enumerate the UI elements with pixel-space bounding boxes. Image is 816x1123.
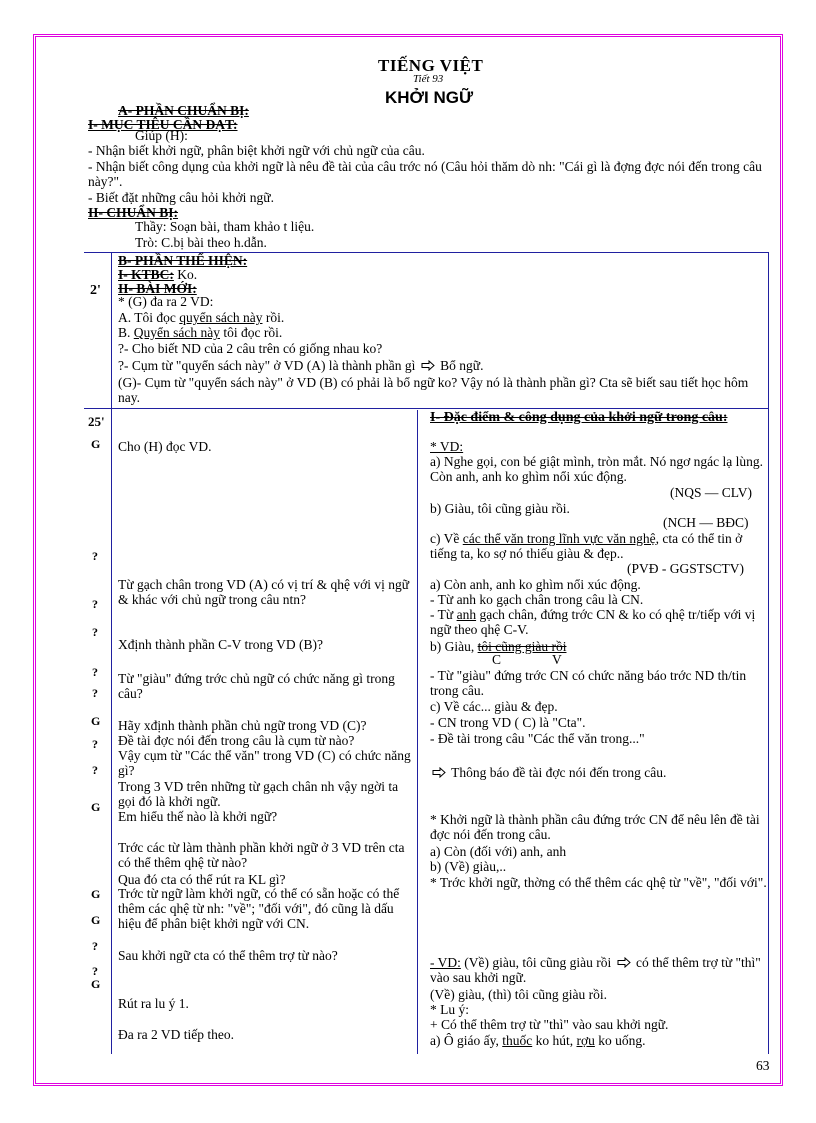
example-c-underlined: các thể văn trong lĩnh vực văn nghệ	[462, 531, 656, 546]
left-more-examples: Đa ra 2 VD tiếp theo.	[118, 1027, 234, 1042]
right-answer-5: - Từ "giàu" đứng trớc CN có chức năng báo trớc ND th/tin trong câu.	[430, 668, 747, 698]
right-answer-1: a) Còn anh, anh ko ghìm nổi xúc động.	[430, 577, 641, 592]
question-mark: ?	[92, 549, 98, 563]
source-b: (NCH — BĐC)	[663, 515, 749, 530]
right-answer-3: - Từ anh gạch chân, đứng trớc CN & ko có qhệ tr/tiếp với vị ngữ theo qhệ C-V.	[430, 607, 756, 637]
question-1: ?- Cho biết ND của 2 câu trên có giống nhau ko?	[118, 341, 383, 356]
teacher-mark: G	[91, 437, 101, 451]
right-answer-12: b) (Về) giàu,..	[430, 859, 507, 874]
vd-label-2: - VD:	[430, 955, 461, 970]
question-2: ?- Cụm từ "quyển sách này" ở VD (A) là thành phần gì Bổ ngữ.	[118, 358, 484, 373]
source-c: (PVĐ - GGSTSCTV)	[627, 561, 745, 576]
table-right-rule	[768, 252, 769, 1054]
example-b: B. Quyển sách này tôi đọc rồi.	[118, 325, 283, 340]
teacher-mark: G	[91, 887, 101, 901]
left-question-function: Vậy cụm từ "Các thể văn" trong VD (C) có chức năng gì?	[118, 748, 411, 778]
left-question-topic: Đề tài đợc nói đến trong câu là cụm từ nào?	[118, 733, 355, 748]
objectives-heading: I- MỤC TIÊU CẦN ĐẠT:	[88, 117, 238, 132]
subject-title: TIẾNG VIỆT	[378, 56, 484, 75]
left-definition-note: Trong 3 VD trên những từ gạch chân nh vậy ngời ta gọi đó là khởi ngữ.	[118, 779, 399, 809]
example-a-underlined: quyển sách này	[179, 310, 263, 325]
definition-khoi-ngu: * Khởi ngữ là thành phần câu đứng trớc CN để nêu lên đề tài đợc nói đến trong câu.	[430, 812, 760, 842]
part-b-heading: B- PHẦN THỂ HIỆN:	[118, 253, 248, 268]
example-a: A. Tôi đọc quyển sách này rồi.	[118, 310, 285, 325]
student-prep: Trò: C.bị bài theo h.dẫn.	[135, 235, 267, 250]
right-answer-6: c) Về các... giàu & đẹp.	[430, 699, 558, 714]
teacher-mark: G	[91, 800, 101, 814]
predicate-marker-v: V	[552, 652, 562, 667]
left-question-relation: Trớc các từ làm thành phần khởi ngữ ở 3 VD trên cta có thể thêm qhệ từ nào?	[118, 840, 405, 870]
question-mark: ?	[92, 763, 98, 777]
new-lesson-heading: II- BÀI MỚI:	[118, 281, 197, 296]
teacher-prep: Thầy: Soạn bài, tham khảo t liệu.	[135, 219, 315, 234]
time-mark-2: 2'	[90, 283, 101, 298]
left-question-conclusion: Qua đó cta có thể rút ra KL gì?	[118, 872, 286, 887]
section-heading-features: I- Đặc điểm & công dụng của khởi ngữ trong câu:	[430, 410, 728, 425]
lesson-number: Tiết 93	[413, 73, 444, 85]
ktbc-label: I- KTBC:	[118, 267, 174, 282]
intro-line: * (G) đa ra 2 VD:	[118, 294, 214, 309]
page-number: 63	[756, 1058, 770, 1073]
right-answer-9: Thông báo đề tài đợc nói đến trong câu.	[430, 765, 666, 780]
ktbc-value: Ko.	[177, 267, 198, 282]
help-line: Giúp (H):	[135, 128, 188, 143]
left-note-relation-words: Trớc từ ngữ làm khởi ngữ, có thể có sẵn hoặc có thể thêm các qhệ từ nh: "về"; "đối với", đó cũng là dấu hiệu để phân biệt khởi ngữ với CN.	[118, 886, 400, 931]
example-text-c: c) Về các thể văn trong lĩnh vực văn nghệ, cta có thể tin ở tiếng ta, ko sợ nó thiếu giàu & đẹp..	[430, 531, 743, 561]
preparation-heading: II- CHUẨN BỊ:	[88, 205, 179, 220]
right-answer-8: - Đề tài trong câu "Các thể văn trong..."	[430, 731, 645, 746]
right-answer-4: b) Giàu, tôi cũng giàu rồi	[430, 639, 567, 654]
time-mark-25: 25'	[88, 414, 105, 429]
teacher-mark: G	[91, 714, 101, 728]
content-column-rule	[417, 410, 418, 1054]
teacher-intro: (G)- Cụm từ "quyển sách này" ở VD (B) có phải là bổ ngữ ko? Vậy nó là thành phần gì? Cta sẽ biết sau tiết học hôm nay.	[118, 375, 749, 405]
objective-2: - Nhận biết công dụng của khởi ngữ là nêu đề tài của câu trớc nó (Câu hỏi thăm dò nh: "Cái gì là đợng đợc nói đến trong câu này?".	[88, 159, 762, 189]
question-mark: ?	[92, 625, 98, 639]
right-arrow-icon	[421, 360, 435, 371]
example-teacher: a) Ô giáo ấy, thuốc ko hút, rợu ko uống.	[430, 1033, 646, 1048]
question-mark: ?	[92, 737, 98, 751]
subject-marker-c: C	[492, 652, 502, 667]
right-answer-7: - CN trong VD ( C) là "Cta".	[430, 715, 586, 730]
right-arrow-icon	[617, 957, 631, 968]
left-read-example: Cho (H) đọc VD.	[118, 439, 212, 454]
objective-3: - Biết đặt những câu hỏi khởi ngữ.	[88, 190, 274, 205]
ktbc-line	[118, 267, 197, 282]
left-note-1: Rút ra lu ý 1.	[118, 996, 189, 1011]
left-question-definition: Em hiểu thế nào là khởi ngữ?	[118, 809, 278, 824]
left-question-position: Từ gạch chân trong VD (A) có vị trí & qhệ với vị ngữ & khác với chủ ngữ trong câu ntn?	[118, 577, 410, 607]
question-mark: ?	[92, 686, 98, 700]
question-mark: ?	[92, 665, 98, 679]
question-mark: ?	[92, 597, 98, 611]
left-question-cv: Xđịnh thành phần C-V trong VD (B)?	[118, 637, 323, 652]
time-column-rule	[111, 252, 112, 1054]
note-particle: + Có thể thêm trợ từ "thì" vào sau khởi ngữ.	[430, 1017, 669, 1032]
left-question-particle: Sau khởi ngữ cta có thể thêm trợ từ nào?	[118, 948, 338, 963]
relation-words-note: * Trớc khởi ngữ, thờng có thể thêm các qhệ từ "về", "đối với".	[430, 875, 767, 890]
lesson-title: KHỞI NGỮ	[385, 88, 474, 107]
right-answer-11: a) Còn (đối với) anh, anh	[430, 844, 567, 859]
right-answer-2: - Từ anh ko gạch chân trong câu là CN.	[430, 592, 644, 607]
question-mark: ?	[92, 964, 98, 978]
example-b-underlined: Quyển sách này	[133, 325, 220, 340]
part-a-heading: A- PHẦN CHUẨN BỊ:	[118, 103, 249, 118]
left-question-subject: Hãy xđịnh thành phần chủ ngữ trong VD (C)?	[118, 718, 367, 733]
row-separator	[84, 408, 768, 409]
right-arrow-icon	[432, 767, 446, 778]
teacher-mark: G	[91, 913, 101, 927]
note-heading: * Lu ý:	[430, 1002, 469, 1017]
example-text-b: b) Giàu, tôi cũng giàu rồi.	[430, 501, 570, 516]
source-a: (NQS — CLV)	[670, 485, 753, 500]
particle-example-2: (Về) giàu, (thì) tôi cũng giàu rồi.	[430, 987, 607, 1002]
teacher-mark: G	[91, 977, 101, 991]
question-mark: ?	[92, 939, 98, 953]
particle-example: - VD: (Về) giàu, tôi cũng giàu rồi có thể thêm trợ từ "thì" vào sau khởi ngữ.	[430, 955, 761, 985]
example-text-a: a) Nghe gọi, con bé giật mình, tròn mắt. Nó ngơ ngác lạ lùng. Còn anh, anh ko ghìm nổi xúc động.	[430, 454, 763, 484]
vd-label: * VD:	[430, 439, 464, 454]
objective-1: - Nhận biết khởi ngữ, phân biệt khởi ngữ với chủ ngữ của câu.	[88, 143, 425, 158]
left-question-giau: Từ "giàu" đứng trớc chủ ngữ có chức năng gì trong câu?	[118, 671, 395, 701]
